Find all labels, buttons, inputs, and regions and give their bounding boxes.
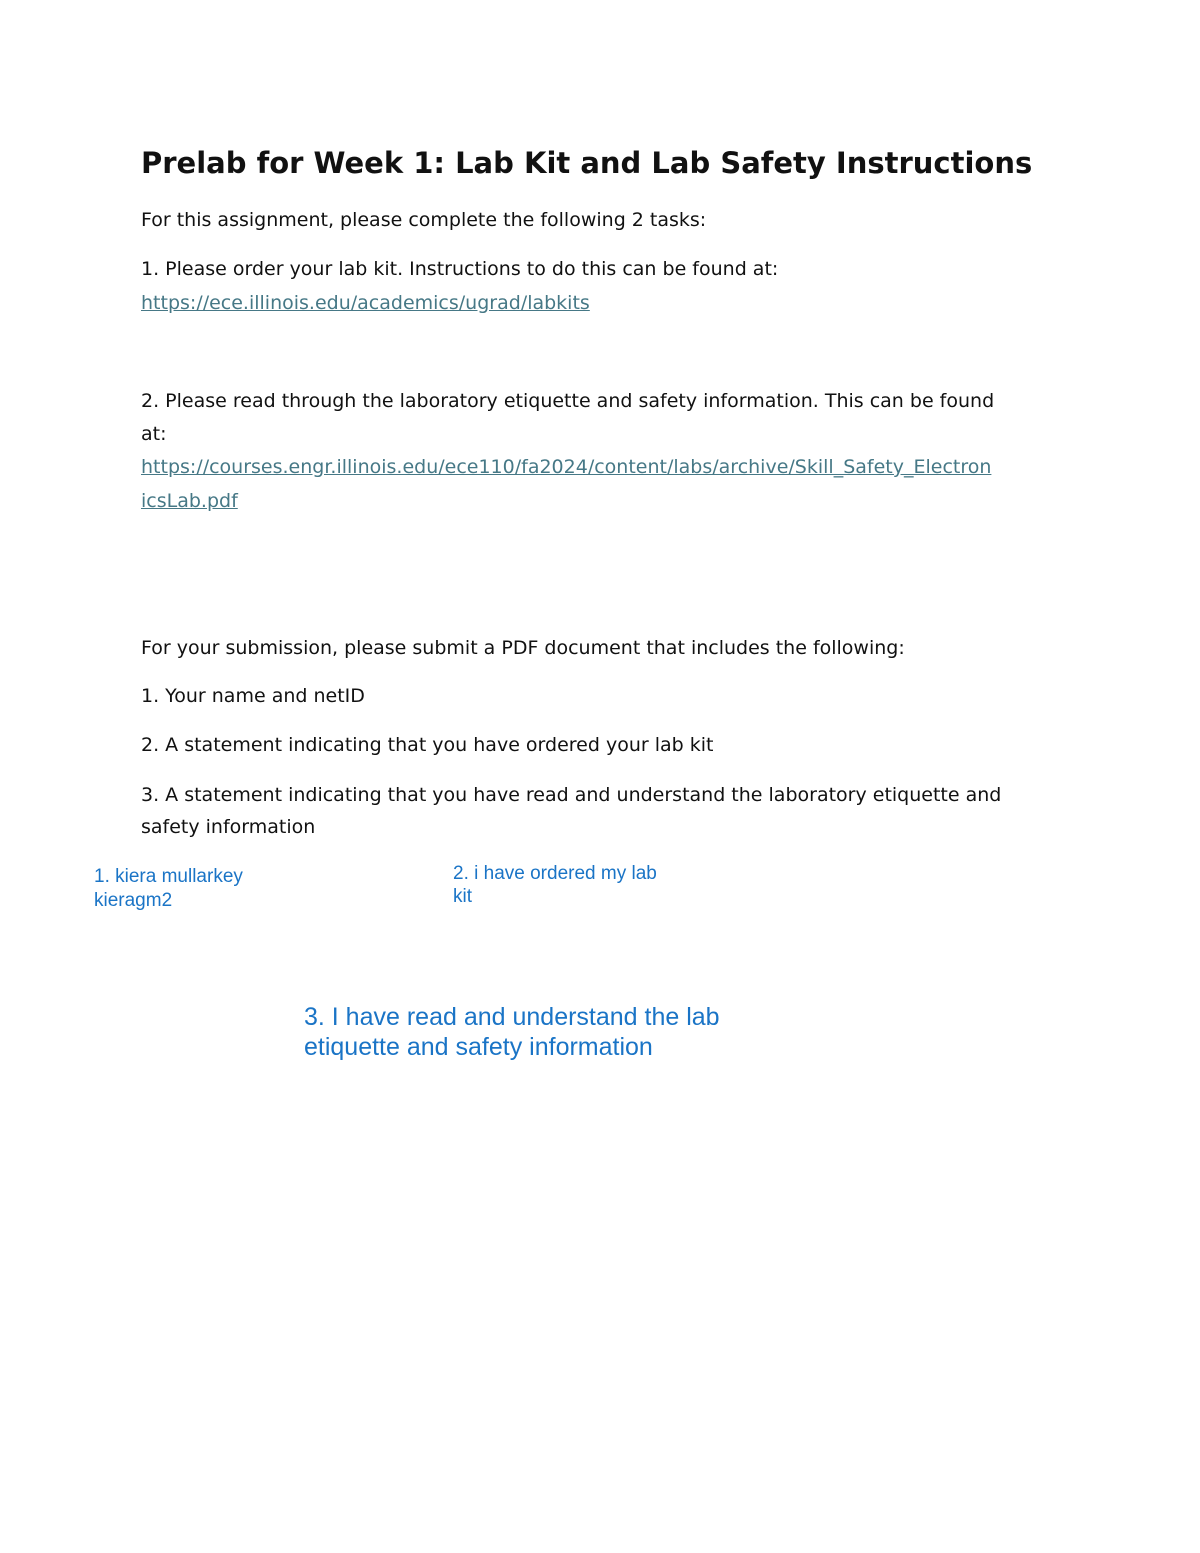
answer1-netid: kieragm2	[94, 890, 173, 911]
task1-text: 1. Please order your lab kit. Instructions to do this can be found at:	[141, 258, 779, 280]
submission-item-3-line1: 3. A statement indicating that you have read and understand the laboratory etiquette and	[141, 784, 1002, 806]
submission-item-3-line2: safety information	[141, 816, 316, 838]
answer3-line2: etiquette and safety information	[304, 1033, 653, 1061]
submission-intro: For your submission, please submit a PDF document that includes the following:	[141, 637, 905, 659]
safety-pdf-link-line1[interactable]: https://courses.engr.illinois.edu/ece110/fa2024/content/labs/archive/Skill_Safety_Electron	[141, 456, 992, 478]
answer2-line2: kit	[453, 886, 472, 907]
intro-text: For this assignment, please complete the following 2 tasks:	[141, 209, 707, 231]
answer1-name: 1. kiera mullarkey	[94, 866, 243, 887]
page-title: Prelab for Week 1: Lab Kit and Lab Safety Instructions	[141, 146, 1033, 180]
submission-item-1: 1. Your name and netID	[141, 685, 365, 707]
task2-text-line2: at:	[141, 423, 167, 445]
labkits-link[interactable]: https://ece.illinois.edu/academics/ugrad/labkits	[141, 292, 590, 314]
submission-item-2: 2. A statement indicating that you have ordered your lab kit	[141, 734, 714, 756]
task2-text-line1: 2. Please read through the laboratory etiquette and safety information. This can be found	[141, 390, 995, 412]
answer3-line1: 3. I have read and understand the lab	[304, 1003, 720, 1031]
safety-pdf-link-line2[interactable]: icsLab.pdf	[141, 490, 238, 512]
answer2-line1: 2. i have ordered my lab	[453, 863, 657, 884]
